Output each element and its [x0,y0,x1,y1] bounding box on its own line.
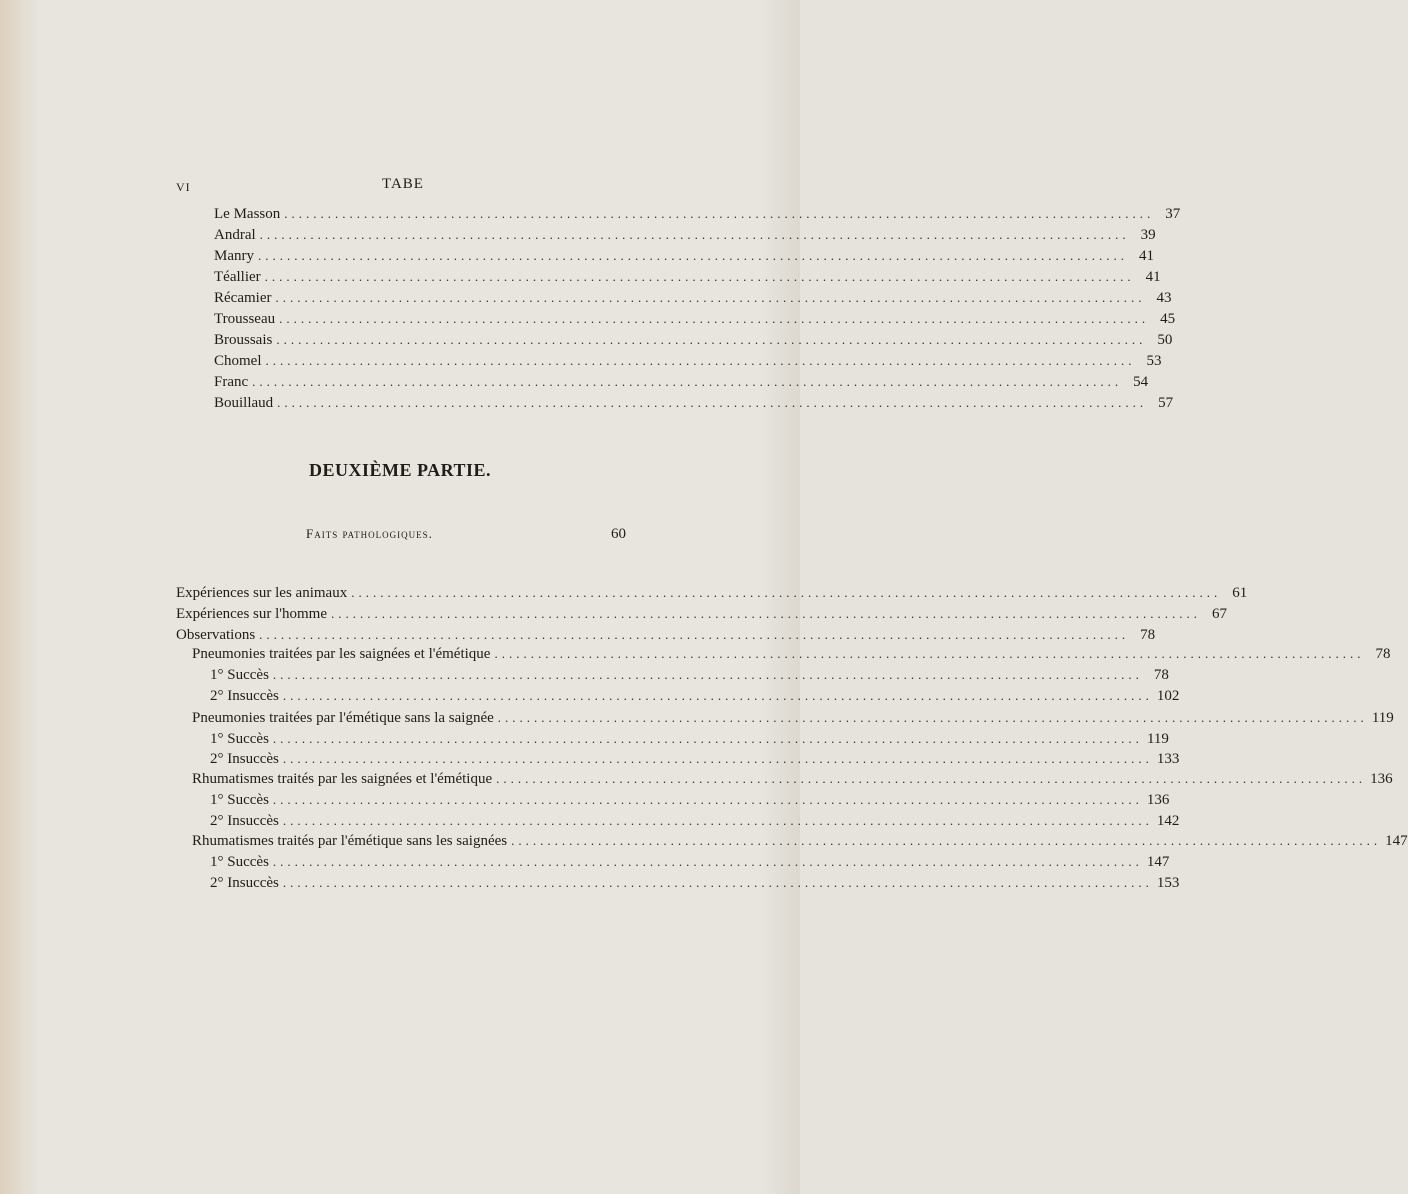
toc-label: 2° Insuccès [210,875,279,891]
section-title: Faits pathologiques. [306,526,433,541]
toc-label: 2° Insuccès [210,813,279,829]
section-heading-row [306,526,626,543]
dot-leader: ........................................................................................................................ [331,606,1201,621]
toc-label: Manry [214,248,254,264]
toc-row [210,810,1180,831]
toc-label: Pneumonies traitées par les saignées et l'émétique [192,646,491,662]
toc-row [210,872,1180,893]
toc-row [176,624,1156,645]
toc-page: 37 [1165,206,1181,222]
toc-page: 119 [1371,710,1394,726]
toc-label: 2° Insuccès [210,751,279,767]
toc-page: 119 [1146,731,1169,747]
dot-leader: ........................................................................................................................ [272,854,1143,869]
toc-row [214,308,1176,329]
dot-leader: ........................................................................................................................ [351,585,1222,600]
toc-row [214,224,1156,245]
toc-label: Rhumatismes traités par l'émétique sans les saignées [192,833,508,849]
dot-leader: ........................................................................................................................ [276,332,1147,347]
toc-row [176,603,1227,624]
toc-row [214,371,1149,392]
toc-label: 1° Succès [210,854,269,870]
toc-label: Expériences sur les animaux [176,585,348,601]
dot-leader: ........................................................................................................................ [265,353,1136,368]
toc-row [210,664,1169,685]
toc-page: 43 [1156,290,1172,306]
toc-row [210,685,1180,706]
dot-leader: ........................................................................................................................ [282,875,1153,890]
toc-page: 67 [1212,606,1227,622]
toc-label: Pneumonies traitées par l'émétique sans la saignée [192,710,494,726]
toc-row [214,392,1174,413]
toc-row [210,789,1170,810]
toc-label: Trousseau [214,311,276,327]
toc-page: 136 [1146,792,1170,808]
toc-row [210,748,1180,769]
toc-page: 147 [1146,854,1170,870]
toc-row [192,830,1408,851]
dot-leader: ........................................................................................................................ [496,771,1367,786]
toc-page: 39 [1140,227,1156,243]
dot-leader: ........................................................................................................................ [282,813,1153,828]
toc-row [176,582,1248,603]
toc-label: Chomel [214,353,262,369]
dot-leader: ........................................................................................................................ [272,792,1143,807]
toc-label: Le Masson [214,206,281,222]
toc-label: 2° Insuccès [210,688,279,704]
toc-label: 1° Succès [210,792,269,808]
dot-leader: ........................................................................................................................ [279,311,1150,326]
toc-page: 136 [1370,771,1393,787]
toc-page: 45 [1160,311,1176,327]
toc-label: Bouillaud [214,395,274,411]
toc-row [214,203,1181,224]
toc-label: Téallier [214,269,261,285]
dot-leader: ........................................................................................................................ [277,395,1148,410]
part-title: DEUXIÈME PARTIE. [308,460,492,480]
folio: VI [176,180,191,194]
toc-page: 53 [1146,353,1162,369]
toc-label: 1° Succès [210,667,269,683]
dot-leader: ........................................................................................................................ [258,248,1128,263]
dot-leader: ........................................................................................................................ [259,627,1130,642]
toc-label: Franc [214,374,249,390]
dot-leader: ........................................................................................................................ [494,646,1365,661]
dot-leader: ........................................................................................................................ [282,751,1153,766]
toc-label: Rhumatismes traités par les saignées et l'émétique [192,771,493,787]
dot-leader: ........................................................................................................................ [264,269,1135,284]
toc-page: 147 [1385,833,1408,849]
toc-label: Expériences sur l'homme [176,606,327,622]
toc-label: 1° Succès [210,731,269,747]
toc-page: 133 [1156,751,1180,767]
toc-row [214,350,1162,371]
dot-leader: ........................................................................................................................ [497,710,1368,725]
dot-leader: ........................................................................................................................ [272,667,1143,682]
toc-row [214,266,1161,287]
toc-row [192,707,1394,728]
dot-leader: ........................................................................................................................ [272,731,1143,746]
dot-leader: ........................................................................................................................ [275,290,1146,305]
toc-page: 54 [1133,374,1149,390]
running-title: TABE [382,176,424,192]
toc-row [192,643,1391,664]
section-page: 60 [611,526,626,542]
dot-leader: ........................................................................................................................ [259,227,1130,242]
toc-row [210,851,1170,872]
toc-page: 102 [1156,688,1180,704]
toc-label: Broussais [214,332,273,348]
toc-label: Andral [214,227,256,243]
toc-page: 41 [1145,269,1161,285]
toc-row [192,768,1393,789]
toc-page: 50 [1157,332,1173,348]
dot-leader: ........................................................................................................................ [511,833,1382,848]
toc-page: 78 [1375,646,1391,662]
toc-page: 57 [1158,395,1174,411]
toc-page: 41 [1139,248,1154,264]
toc-row [214,245,1154,266]
toc-page: 78 [1153,667,1169,683]
dot-leader: ........................................................................................................................ [282,688,1153,703]
toc-page: 153 [1156,875,1180,891]
toc-page: 142 [1156,813,1180,829]
toc-label: Récamier [214,290,272,306]
toc-row [214,329,1173,350]
dot-leader: ........................................................................................................................ [252,374,1123,389]
toc-row [210,728,1169,749]
page-header [0,176,800,200]
toc-page: 61 [1232,585,1248,601]
toc-row [214,287,1172,308]
toc-page: 78 [1140,627,1156,643]
toc-label: Observations [176,627,256,643]
dot-leader: ........................................................................................................................ [284,206,1155,221]
